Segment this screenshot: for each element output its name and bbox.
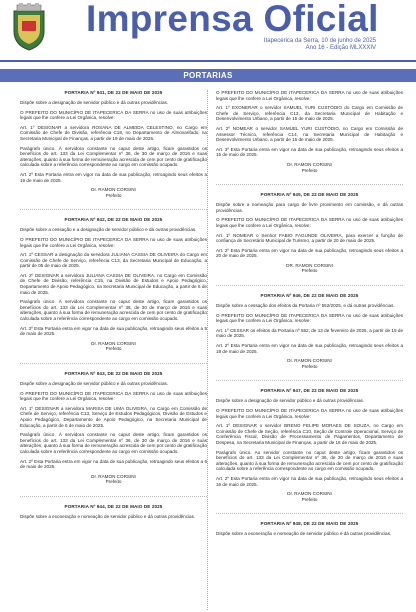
portaria-summary: Dispõe sobre a designação de servidor público e dá outras providências. [216,398,365,404]
portaria-article: Art. 1º EXONERAR o servidor SAMUEL YURI CUSTÓDIO do Cargo em Comissão de Chefe de Serviço, referência C13, da Secretaria Municipal de Habitação e Desenvolvimento Urbano, a partir de 15 de maio de 2025. [216,105,403,122]
signer-name: Dr. RAMON CORSINI [91,340,136,346]
signer-name: Dr. RAMON CORSINI [287,358,332,364]
portaria-summary: Dispõe sobre a exoneração e nomeação de servidor público e dá outras providências. [20,513,196,519]
portaria-article: Art. 3º Esta Portaria entra em vigor na data de sua publicação, retroagindo seus efeitos a 5 de maio de 2025. [20,325,207,337]
portaria-title: PORTARIA Nº 944, DE 22 DE MAIO DE 2025 [64,503,163,509]
signer-role: Prefeito [301,167,318,173]
portaria-article: Art. 2º Esta Portaria entra em vigor na data de sua publicação, retroagindo seus efeitos a 16 de maio de 2025. [216,475,403,487]
portaria-article: Art. 1º DESIGNAR a servidora MARISA DE LIMA OLIVEIRA, no Cargo em Comissão de Chefe de Serviço, referência C13, Serviço de Estudos Pedagógicos, Divisão de Estudos e Apoio Pedagógico, Departamento de Apoio Pedagógico, na Secretaria Municipal de Educação, a partir de 6 de maio de 2025. [20,405,207,428]
portaria-article: Art. 2º Esta Portaria entra em vigor na data de sua publicação, retroagindo seus efeitos a 20 de maio de 2025. [216,247,403,259]
portaria-article: Parágrafo único. À servidora constante no caput deste artigo, ficam garantidos os benefícios do art. 133 da Lei Complementar nº 36, de 30 de março de 2016 e suas alterações, quanto à sua forma de remuneração acrescida de cem por cento de gratificação calculada sobre a referência correspondente ao cargo em comissão ocupado. [20,432,207,454]
portaria-article: Art. 2º Esta Portaria entra em vigor na data de sua publicação, retroagindo seus efeitos a 6 de maio de 2025. [20,458,207,470]
portaria-block [216,90,403,173]
signer-role: Prefeito [105,346,122,352]
portaria-preamble: O PREFEITO DO MUNICÍPIO DE ITAPECERICA DA SERRA no uso de suas atribuições legais que lhe confere a Lei Orgânica, resolve: [216,312,403,324]
edition-info [264,38,376,52]
portaria-article: Parágrafo único. À servidora constante no caput deste artigo, ficam garantidos os benefícios do art. 133 da Lei Complementar nº 36, de 30 de março de 2016 e suas alterações, quanto à sua forma de remuneração acrescida de cem por cento de gratificação calculada sobre a referência correspondente ao cargo em comissão ocupado. [20,299,207,322]
portaria-separator [216,380,403,381]
section-title: PORTARIAS [0,69,416,82]
portaria-preamble: O PREFEITO DO MUNICÍPIO DE ITAPECERICA DA SERRA no uso de suas atribuições legais que lhe confere a Lei Orgânica, resolve: [216,90,403,101]
portaria-block [20,371,207,485]
portaria-article: Art. 1º NOMEAR o Senhor FABIO FAGUNDE OLIVEIRA, para exercer a função de confiança de Secretário Municipal de Turismo, a partir de 20 de maio de 2025. [216,232,403,244]
portaria-block [20,217,207,352]
portaria-title: PORTARIA Nº 943, DE 22 DE MAIO DE 2025 [64,371,163,376]
newspaper-title: Imprensa Oficial [86,0,379,39]
signer-name: Dr. RAMON CORSINI [287,491,332,497]
signer-name: Dr. RAMON CORSINI [91,187,136,193]
signer-name: Dr. RAMON CORSINI [91,473,136,479]
portaria-preamble: O PREFEITO DO MUNICÍPIO DE ITAPECERICA DA SERRA no uso de suas atribuições legais que lhe confere a Lei Orgânica, resolve: [20,109,207,121]
city-coat-of-arms-icon [10,3,48,51]
edition-date: Itapecerica da Serra, 10 de junho de 2025 [263,38,376,44]
portaria-title: PORTARIA Nº 947, DE 22 DE MAIO DE 2025 [260,388,359,394]
left-column [20,90,207,531]
header-divider [0,60,416,62]
portaria-article: Art. 1º CESSAR a designação da servidora JULIANA CASSIA DE OLIVEIRA do Cargo em Comissão de Chefe de Serviço, referência C13, da Secretaria Municipal de Educação, a partir de 05 de maio de 2025. [20,252,207,269]
portaria-summary: Dispõe sobre a nomeação para cargo de livre provimento em comissão, e dá outras providências. [216,202,403,213]
right-column [216,90,403,548]
signer-role: Prefeito [301,268,318,274]
portaria-summary: Dispõe sobre a exoneração e nomeação de servidor público e dá outras providências. [216,531,392,537]
portaria-block [216,192,403,274]
portaria-separator [216,513,403,514]
signer-name: DR. RAMON CORSINI [286,262,333,268]
portaria-summary: Dispõe sobre a designação de servidor público e dá outras providências. [20,381,169,386]
portaria-block [216,521,403,537]
portaria-title: PORTARIA Nº 946, DE 22 DE MAIO DE 2025 [260,293,359,299]
portaria-article: Art. 2º DESIGNAR a servidora JULIANA CASSIA DE OLIVEIRA, no Cargo em Comissão de Chefe de Divisão, referência C15, na Divisão de Estudos e Apoio Pedagógico, Departamento de Apoio Pedagógico, na Secretaria Municipal de Educação, a partir de 6 de maio de 2025. [20,272,207,295]
portaria-block [216,388,403,502]
portaria-block [20,90,207,198]
portaria-preamble: O PREFEITO DO MUNICÍPIO DE ITAPECERICA DA SERRA no uso de suas atribuições legais que lhe confere a Lei Orgânica, resolve: [20,390,207,402]
edition-number: Ano 16 - Edição MLXXXIV [305,45,376,51]
column-divider [207,90,208,610]
signer-role: Prefeito [301,363,318,369]
portaria-article: Parágrafo único. Ao servidor constante no caput deste artigo, ficam garantidos os benefícios do art. 133 da Lei Complementar nº 36, de 30 de março de 2016 e suas alterações, quanto à sua forma de remuneração acrescida de cem por cento de gratificação calculada sobre a referência correspondente ao cargo em comissão ocupado. [216,449,403,472]
portaria-summary: Dispõe sobre a designação de servidor público e dá outras providências. [20,100,169,105]
portaria-separator [216,285,403,286]
portaria-summary: Dispõe sobre a cessação dos efeitos da Portaria nº 552/2025, e dá outras providências. [216,303,395,309]
portaria-article: Art. 2º Esta Portaria entra em vigor na data de sua publicação, retroagindo seus efeitos a 19 de maio de 2025. [216,343,403,354]
portaria-summary: Dispõe sobre a cessação e a designação de servidor público e dá outras providências. [20,227,197,233]
portaria-title: PORTARIA Nº 945, DE 22 DE MAIO DE 2025 [260,192,359,198]
portaria-article: Art. 3º Esta Portaria entra em vigor na data de sua publicação, retroagindo seus efeitos a 15 de maio de 2025. [216,146,403,158]
portaria-article: Art. 1º DESIGNAR o servidor BRENO FELIPE MORAES DE SOUZA, no Cargo em Comissão de Chefe de Seção, referência C10, Seção de Controle Operacional, Serviço de Conferência Fiscal, Divisão de Processamento de Pagamentos, Departamento de Despesa, na Secretaria Municipal de Finanças, a partir de 16 de maio de 2025. [216,423,403,445]
portaria-title: PORTARIA Nº 948, DE 22 DE MAIO DE 2025 [260,521,359,527]
portaria-separator [20,363,207,364]
portaria-separator [20,496,207,497]
portaria-block [20,504,207,520]
portaria-article: Parágrafo único. À servidora constante no caput deste artigo, ficam garantidos os benefícios do art. 133 da Lei Complementar nº 36, de 30 de março de 2016 e suas alterações, quanto à sua forma de remuneração acrescida de cem por cento de gratificação calculada sobre a referência correspondente ao cargo em comissão ocupado. [20,145,207,168]
portaria-title: PORTARIA Nº 941, DE 22 DE MAIO DE 2025 [64,90,163,95]
masthead [0,0,416,72]
portaria-preamble: O PREFEITO DO MUNICÍPIO DE ITAPECERICA DA SERRA no uso de suas atribuições legais que lhe confere a Lei Orgânica, resolve: [216,217,403,228]
signer-role: Prefeito [105,479,122,485]
signer-role: Prefeito [301,496,318,502]
portaria-preamble: O PREFEITO DO MUNICÍPIO DE ITAPECERICA DA SERRA no uso de suas atribuições legais que lhe confere a Lei Orgânica, resolve: [216,408,403,419]
portaria-separator [20,209,207,210]
portaria-article: Art. 2º Esta Portaria entra em vigor na data de sua publicação, retroagindo seus efeitos a 19 de maio de 2025. [20,171,207,183]
portaria-block [216,293,403,369]
signer-role: Prefeito [105,192,122,198]
portaria-separator [216,184,403,185]
portaria-article: Art. 1º CESSAR os efeitos da Portaria nº 552, de 13 de fevereiro de 2025, a partir de 19 de maio de 2025. [216,327,403,339]
portaria-article: Art. 2º NOMEAR o servidor SAMUEL YURI CUSTÓDIO, no Cargo em Comissão de Assessor Técnico, referência C14, na Secretaria Municipal de Habitação e Desenvolvimento Urbano, a partir de 15 de maio de 2025. [216,125,403,143]
portaria-article: Art. 1º DESIGNAR a servidora ROSANA DE ALMEIDA CELESTINO, no Cargo em Comissão de Chefe de Divisão, referência C18, no Departamento de Almoxarifado, na Secretaria Municipal de Finanças, a partir de 19 de maio de 2025. [20,124,207,141]
portaria-preamble: O PREFEITO DO MUNICÍPIO DE ITAPECERICA DA SERRA no uso de suas atribuições legais que lhe confere a Lei Orgânica, resolve: [20,236,207,248]
signer-name: Dr. RAMON CORSINI [287,161,332,167]
portaria-title: PORTARIA Nº 942, DE 22 DE MAIO DE 2025 [64,217,163,223]
